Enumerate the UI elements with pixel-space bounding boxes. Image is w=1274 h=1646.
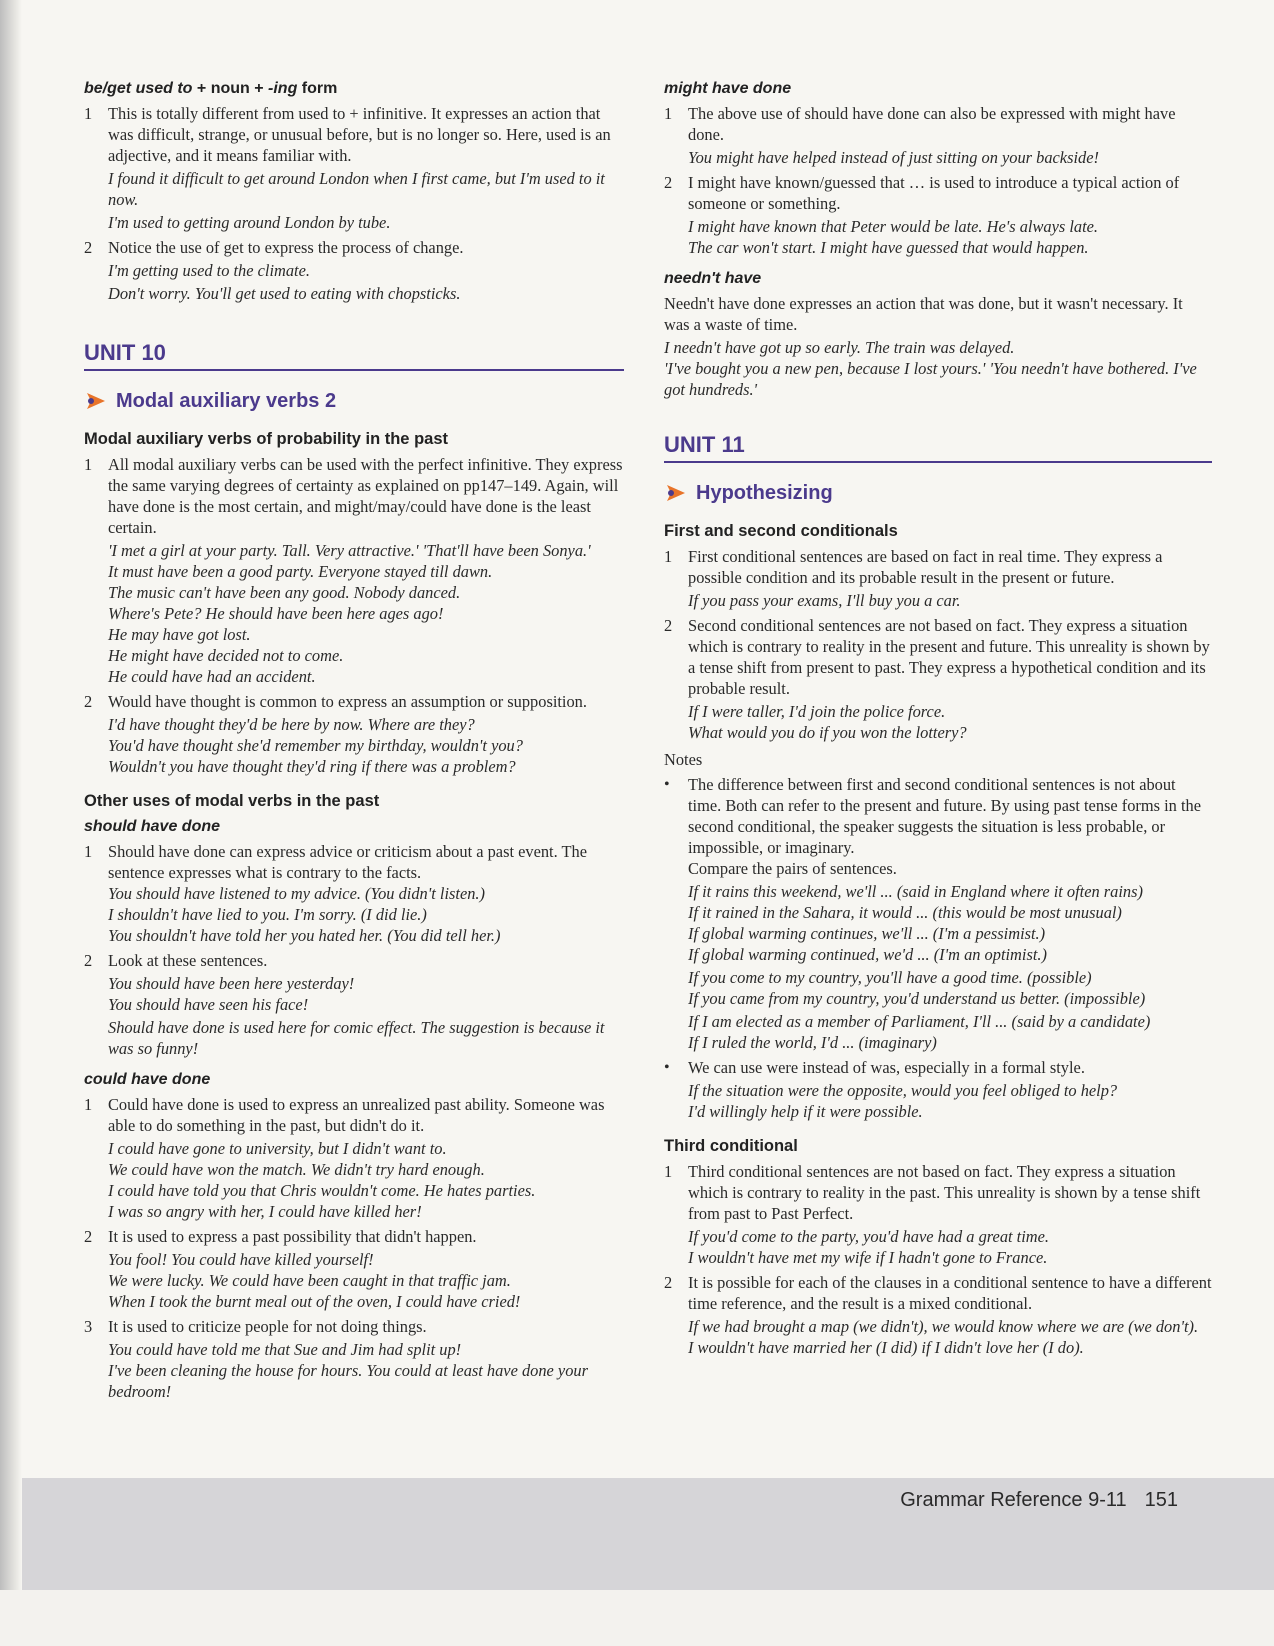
example-sentence: If you'd come to the party, you'd have had a great time. <box>688 1227 1049 1246</box>
book-spine-shadow <box>0 0 22 1646</box>
page-footer <box>900 1489 1178 1512</box>
example-sentence: You shouldn't have told her you hated her. (You did tell her.) <box>108 926 501 945</box>
example-sentence: We could have won the match. We didn't try hard enough. <box>108 1160 485 1179</box>
item-number: 2 <box>664 173 673 192</box>
list-item <box>84 1226 624 1312</box>
list-item <box>84 1316 624 1402</box>
example-sentence: He might have decided not to come. <box>108 646 344 665</box>
example-sentence: If you come to my country, you'll have a good time. (possible) <box>688 968 1092 987</box>
example-sentence: It must have been a good party. Everyone stayed till dawn. <box>108 562 493 581</box>
item-text: Notice the use of get to express the process of change. <box>108 238 464 257</box>
bullet-marker: • <box>664 776 670 793</box>
section-heading: Third conditional <box>664 1137 798 1155</box>
example-sentence: I needn't have got up so early. The train was delayed. <box>664 338 1015 357</box>
item-number: 1 <box>84 455 93 474</box>
example-sentence: If global warming continues, we'll ... (I'm a pessimist.) <box>688 924 1046 943</box>
footer-label: Grammar Reference 9-11 <box>900 1489 1127 1511</box>
list-item <box>664 546 1212 611</box>
bullet-marker: • <box>664 1059 670 1076</box>
item-number: 3 <box>84 1317 93 1336</box>
item-text: Look at these sentences. <box>108 951 268 970</box>
list-item <box>664 1161 1212 1268</box>
item-text: The above use of should have done can also be expressed with might have done. <box>688 104 1176 144</box>
example-sentence: 'I met a girl at your party. Tall. Very attractive.' 'That'll have been Sonya.' <box>108 541 591 560</box>
item-number: 1 <box>84 104 93 123</box>
example-sentence: If it rained in the Sahara, it would ... (this would be most unusual) <box>688 903 1122 922</box>
list-item <box>664 172 1212 258</box>
item-text: Would have thought is common to express an assumption or supposition. <box>108 692 587 711</box>
example-sentence: If I were taller, I'd join the police force. <box>688 702 946 721</box>
example-sentence: You might have helped instead of just sitting on your backside! <box>688 148 1099 167</box>
item-text: First conditional sentences are based on fact in real time. They express a possible condition and its probable result in the present or future. <box>688 547 1163 587</box>
item-text: Third conditional sentences are not based on fact. They express a situation which is contrary to reality in the past. This unreality is shown by a tense shift from past to Past Perfect. <box>688 1162 1201 1223</box>
item-number: 1 <box>84 1095 93 1114</box>
example-sentence: 'I've bought you a new pen, because I lost yours.' 'You needn't have bothered. I've got hundreds.' <box>664 359 1197 399</box>
item-note: Should have done is used here for comic effect. The suggestion is because it was so funny! <box>108 1018 605 1058</box>
unit-heading: UNIT 11 <box>664 434 1212 463</box>
item-number: 2 <box>84 1227 93 1246</box>
page-bottom-edge <box>0 1590 1274 1646</box>
item-text: All modal auxiliary verbs can be used with the perfect infinitive. They express the same varying degrees of certainty as explained on pp147–149. Again, will have done is the most certain, and might/may/could have done is the least certain. <box>108 455 623 537</box>
example-sentence: If it rains this weekend, we'll ... (said in England where it often rains) <box>688 882 1143 901</box>
example-sentence: He may have got lost. <box>108 625 251 644</box>
item-text: It is used to criticize people for not doing things. <box>108 1317 427 1336</box>
example-sentence: I might have known that Peter would be late. He's always late. <box>688 217 1099 236</box>
page-number: 151 <box>1144 1489 1178 1511</box>
item-number: 2 <box>84 951 93 970</box>
right-column <box>664 78 1212 1362</box>
unit-title <box>84 389 624 413</box>
example-sentence: If you pass your exams, I'll buy you a car. <box>688 591 961 610</box>
item-number: 1 <box>84 842 93 861</box>
item-text: Could have done is used to express an unrealized past ability. Someone was able to do something in the past, but didn't do it. <box>108 1095 605 1135</box>
item-text: It is possible for each of the clauses in a conditional sentence to have a different time reference, and the result is a mixed conditional. <box>688 1273 1212 1313</box>
example-sentence: I found it difficult to get around London when I first came, but I'm used to it now. <box>108 169 605 209</box>
example-sentence: If I ruled the world, I'd ... (imaginary) <box>688 1033 937 1052</box>
unit-heading: UNIT 10 <box>84 342 624 371</box>
example-sentence: You'd have thought she'd remember my birthday, wouldn't you? <box>108 736 523 755</box>
list-item <box>84 103 624 233</box>
subsection-heading: might have done <box>664 80 792 97</box>
subsection-heading: could have done <box>84 1071 211 1088</box>
example-sentence: The music can't have been any good. Nobody danced. <box>108 583 461 602</box>
example-sentence: I was so angry with her, I could have killed her! <box>108 1202 422 1221</box>
unit-title-text: Modal auxiliary verbs 2 <box>116 389 337 412</box>
section-heading: Modal auxiliary verbs of probability in the past <box>84 430 448 448</box>
list-item <box>664 103 1212 168</box>
example-sentence: I shouldn't have lied to you. I'm sorry. (I did lie.) <box>108 905 427 924</box>
example-sentence: I could have told you that Chris wouldn't come. He hates parties. <box>108 1181 536 1200</box>
example-sentence: You fool! You could have killed yourself! <box>108 1250 374 1269</box>
example-sentence: Wouldn't you have thought they'd ring if there was a problem? <box>108 757 516 776</box>
example-sentence: When I took the burnt meal out of the oven, I could have cried! <box>108 1292 521 1311</box>
example-sentence: I'm used to getting around London by tube. <box>108 213 391 232</box>
item-text: We can use were instead of was, especially in a formal style. <box>688 1058 1085 1077</box>
example-sentence: Where's Pete? He should have been here ages ago! <box>108 604 444 623</box>
item-number: 1 <box>664 104 673 123</box>
unit-title <box>664 481 1212 505</box>
example-sentence: You should have listened to my advice. (You didn't listen.) <box>108 884 485 903</box>
paragraph-text: Needn't have done expresses an action that was done, but it wasn't necessary. It was a waste of time. <box>664 294 1183 334</box>
example-sentence: You should have seen his face! <box>108 995 309 1014</box>
bullet-item <box>664 774 1212 1053</box>
example-sentence: Don't worry. You'll get used to eating with chopsticks. <box>108 284 461 303</box>
item-number: 2 <box>84 238 93 257</box>
example-sentence: I wouldn't have married her (I did) if I didn't love her (I do). <box>688 1338 1084 1357</box>
list-item <box>664 615 1212 743</box>
example-sentence: I could have gone to university, but I didn't want to. <box>108 1139 447 1158</box>
item-text: Compare the pairs of sentences. <box>688 859 897 878</box>
example-sentence: If I am elected as a member of Parliament, I'll ... (said by a candidate) <box>688 1012 1151 1031</box>
example-sentence: I'd have thought they'd be here by now. Where are they? <box>108 715 475 734</box>
pointing-arrow-icon <box>84 389 108 413</box>
section-heading: Other uses of modal verbs in the past <box>84 792 380 810</box>
example-sentence: What would you do if you won the lottery? <box>688 723 967 742</box>
list-item <box>84 1094 624 1222</box>
example-sentence: You should have been here yesterday! <box>108 974 355 993</box>
notes-label: Notes <box>664 750 703 769</box>
bullet-item <box>664 1057 1212 1122</box>
item-text: Second conditional sentences are not based on fact. They express a situation which is contrary to reality in the present and future. This unreality is shown by a tense shift from present to past. They express a hypothetical condition and its probable result. <box>688 616 1210 698</box>
item-number: 2 <box>664 616 673 635</box>
item-text: It is used to express a past possibility that didn't happen. <box>108 1227 477 1246</box>
example-sentence: If global warming continued, we'd ... (I'm an optimist.) <box>688 945 1047 964</box>
list-item <box>664 1272 1212 1358</box>
pointing-arrow-icon <box>664 481 688 505</box>
section-heading-be-get-used-to: be/get used to + noun + -ing form <box>84 80 338 97</box>
example-sentence: I'm getting used to the climate. <box>108 261 310 280</box>
example-sentence: If you came from my country, you'd understand us better. (impossible) <box>688 989 1146 1008</box>
list-item <box>84 454 624 687</box>
list-item <box>84 950 624 1059</box>
example-sentence: If we had brought a map (we didn't), we would know where we are (we don't). <box>688 1317 1199 1336</box>
item-text: The difference between first and second conditional sentences is not about time. Both can refer to the present and future. By using past tense forms in the second conditional, the speaker suggests the situation is less probable, or impossible, or imaginary. <box>688 775 1201 857</box>
example-sentence: We were lucky. We could have been caught in that traffic jam. <box>108 1271 511 1290</box>
list-item <box>84 841 624 946</box>
item-text: This is totally different from used to + infinitive. It expresses an action that was difficult, strange, or unusual before, but is no longer so. Here, used is an adjective, and it means familiar with. <box>108 104 611 165</box>
section-heading: First and second conditionals <box>664 522 898 540</box>
example-sentence: The car won't start. I might have guessed that would happen. <box>688 238 1089 257</box>
list-item <box>84 691 624 777</box>
example-sentence: I've been cleaning the house for hours. You could at least have done your bedroom! <box>108 1361 588 1401</box>
example-sentence: If the situation were the opposite, would you feel obliged to help? <box>688 1081 1118 1100</box>
list-item <box>84 237 624 304</box>
item-number: 2 <box>84 692 93 711</box>
example-sentence: You could have told me that Sue and Jim had split up! <box>108 1340 462 1359</box>
left-column <box>84 78 624 1406</box>
subsection-heading: should have done <box>84 818 221 835</box>
subsection-heading: needn't have <box>664 270 762 287</box>
item-number: 2 <box>664 1273 673 1292</box>
unit-title-text: Hypothesizing <box>696 481 833 504</box>
example-sentence: He could have had an accident. <box>108 667 316 686</box>
item-text: Should have done can express advice or criticism about a past event. The sentence expresses what is contrary to the facts. <box>108 842 587 882</box>
item-text: I might have known/guessed that … is used to introduce a typical action of someone or something. <box>688 173 1180 213</box>
item-number: 1 <box>664 1162 673 1181</box>
example-sentence: I wouldn't have met my wife if I hadn't gone to France. <box>688 1248 1048 1267</box>
item-number: 1 <box>664 547 673 566</box>
example-sentence: I'd willingly help if it were possible. <box>688 1102 923 1121</box>
